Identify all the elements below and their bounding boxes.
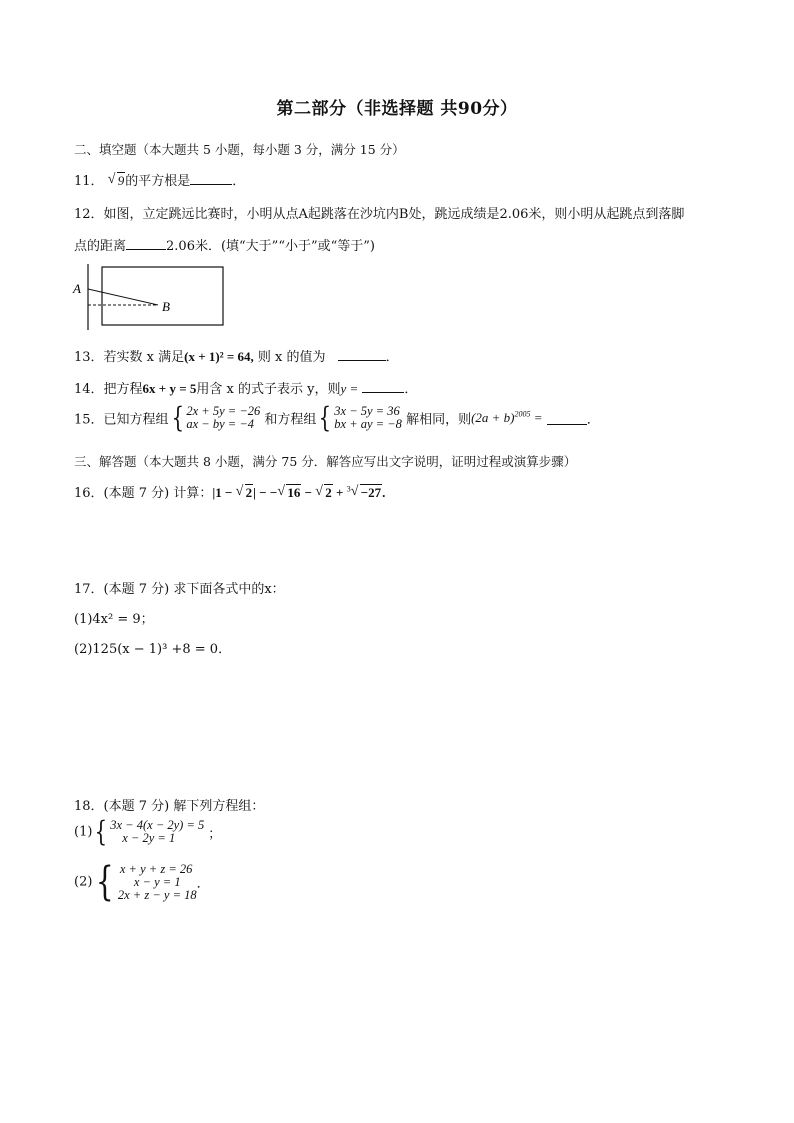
q15-system-2: 3x − 5y = 36 bx + ay = −8 [334, 404, 402, 431]
point-b-label: B [162, 299, 170, 314]
long-jump-figure [70, 262, 230, 332]
question-18: 18．(本题 7 分) 解下列方程组： [74, 799, 265, 814]
question-17: 17．(本题 7 分) 求下面各式中的x： [74, 582, 285, 597]
q13-answer-blank[interactable] [338, 348, 386, 361]
question-17-part-1: (1)4x² = 9； [74, 612, 154, 627]
point-a-label: A [73, 281, 81, 296]
question-11: 11． √ 9的平方根是 ． [74, 172, 246, 189]
question-12-line1: 12．如图，立定跳远比赛时，小明从点A起跳落在沙坑内B处，跳远成绩是2.06米，则小明从起跳点到落脚 [74, 207, 685, 222]
question-14: 14．把方程6x + y = 5用含 x 的式子表示 y，则y = ． [74, 381, 418, 397]
q15-answer-blank[interactable] [547, 412, 587, 425]
q12-answer-blank[interactable] [126, 237, 166, 250]
q11-sqrt: √ 9 [107, 172, 125, 188]
q14-answer-blank[interactable] [362, 380, 404, 393]
question-15: 15．已知方程组{ 2x + 5y = −26 ax − by = −4 和方程组{ 3x − 5y = 36 bx + ay = −8 解相同，则$(2a + b)^{2005}$ = ． [74, 401, 600, 434]
q11-answer-blank[interactable] [190, 172, 232, 185]
question-16: 16．(本题 7 分) 计算：|1 − √ 2| − − √ 16 − √ 2 + $^3$ √ −27. [74, 484, 386, 501]
question-13: 13．若实数 x 满足(x + 1)² = 64, 则 x 的值为 ． [74, 349, 399, 365]
section-heading-solve: 三、解答题（本大题共 8 小题，满分 75 分．解答应写出文字说明，证明过程或演算步骤） [74, 454, 577, 469]
page-title: 第二部分（非选择题 共90分） [276, 99, 518, 119]
question-18-part-2: (2){ x + y + z = 26 x − y = 1 2x + z − y = 18 ． [74, 859, 210, 905]
question-17-part-2: (2)125(x − 1)³ +8 = 0． [74, 642, 232, 657]
question-12-line2: 点的距离 2.06米．(填“大于”“小于”或“等于”) [74, 239, 375, 254]
question-18-part-1: (1){ 3x − 4(x − 2y) = 5 x − 2y = 1 ； [74, 815, 222, 848]
q11-number: 11． [74, 174, 104, 189]
q15-system-1: 2x + 5y = −26 ax − by = −4 [186, 404, 261, 431]
q11-text: 的平方根是 [125, 174, 191, 189]
section-heading-fill-in: 二、填空题（本大题共 5 小题，每小题 3 分，满分 15 分） [74, 142, 405, 157]
